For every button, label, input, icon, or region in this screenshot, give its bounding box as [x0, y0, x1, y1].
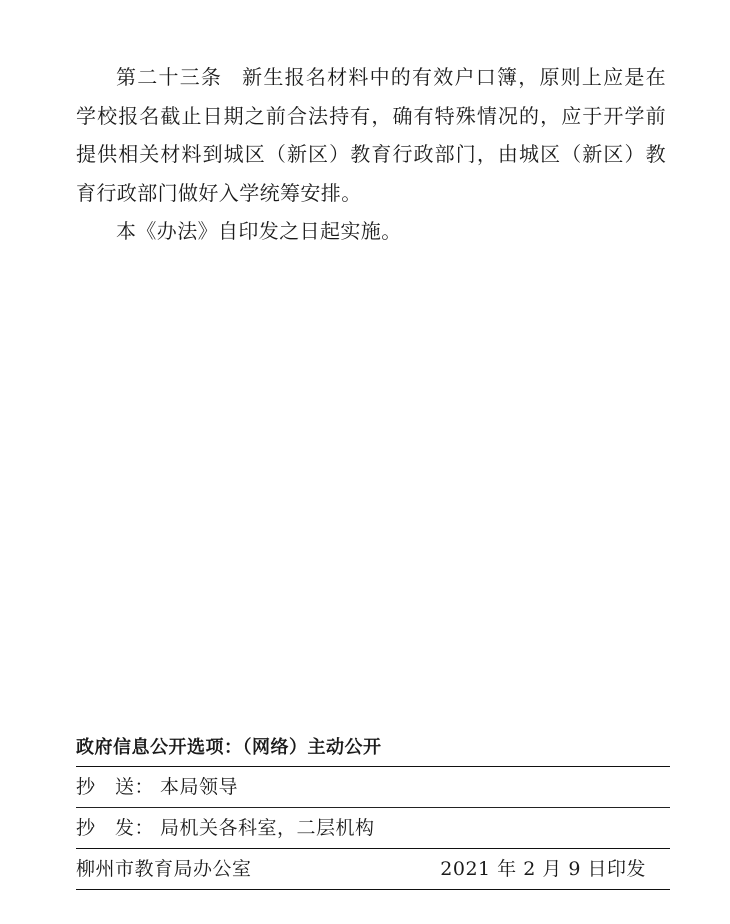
- cc-row: [76, 767, 670, 807]
- distribute-value: 局机关各科室，二层机构: [160, 817, 375, 839]
- issue-row: [76, 849, 670, 889]
- issue-date: 2021 年 2 月 9 日印发: [440, 858, 646, 880]
- divider: [76, 889, 670, 890]
- effective-clause: 本《办法》自印发之日起实施。: [116, 219, 402, 243]
- document-body: [76, 58, 666, 251]
- article-text: 新生报名材料中的有效户口簿，原则上应是在学校报名截止日期之前合法持有，确有特殊情况的，应于开学前提供相关材料到城区（新区）教育行政部门，由城区（新区）教育行政部门做好入学统筹安排。: [76, 65, 667, 205]
- issuer: 柳州市教育局办公室: [76, 858, 252, 880]
- distribute-row: [76, 808, 670, 848]
- document-footer: [76, 730, 670, 890]
- disclosure-option: 政府信息公开选项：（网络）主动公开: [76, 737, 382, 758]
- cc-value: 本局领导: [160, 776, 239, 798]
- cc-label: 抄 送：: [76, 776, 155, 798]
- distribute-label: 抄 发：: [76, 817, 155, 839]
- article-number: 第二十三条: [116, 65, 223, 89]
- article-paragraph: [76, 58, 666, 212]
